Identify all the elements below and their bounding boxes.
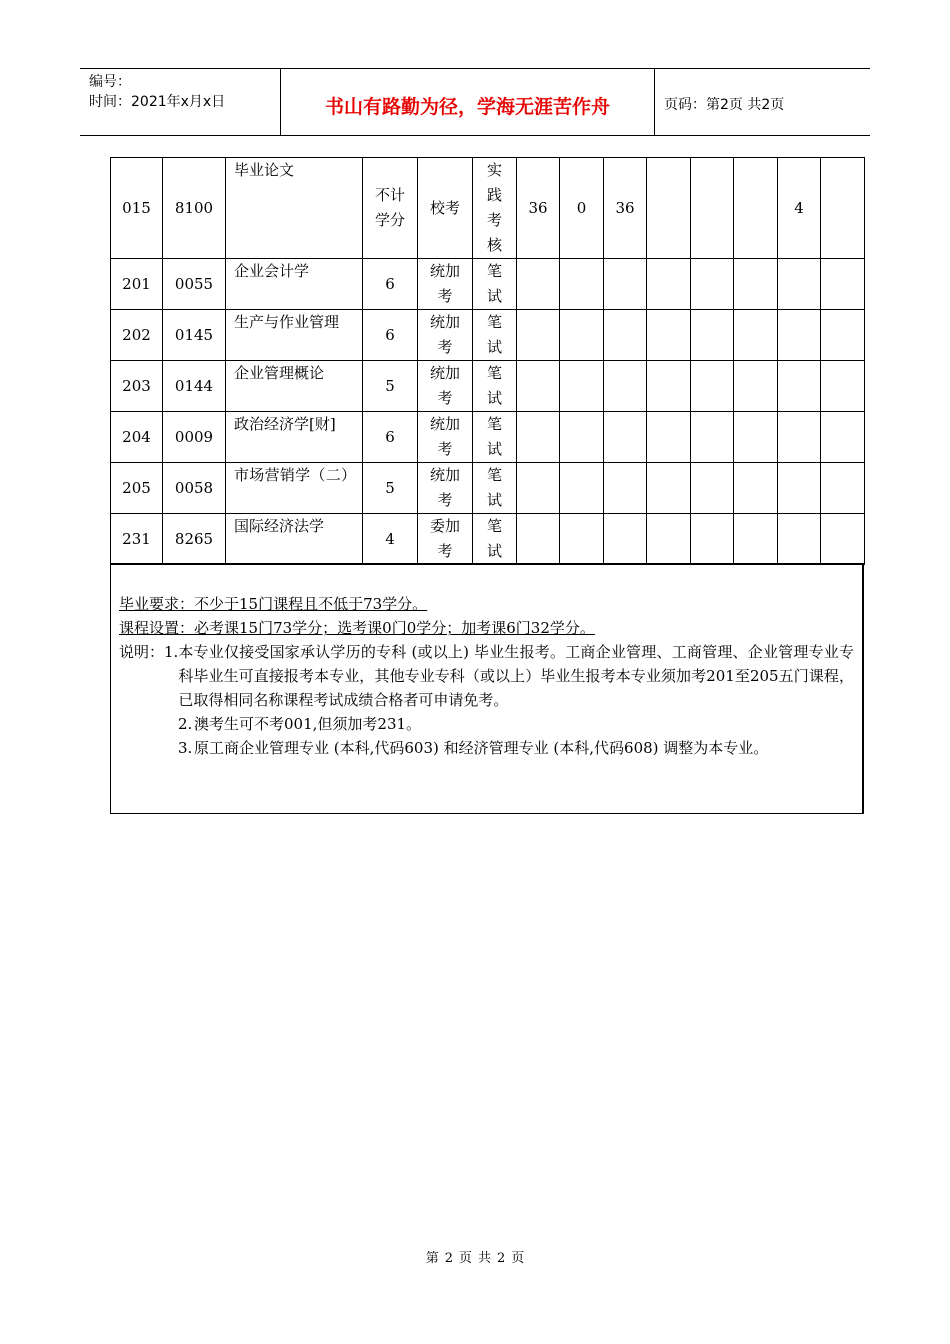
col-8 [821, 310, 865, 361]
col-5 [691, 310, 734, 361]
col-6 [734, 259, 778, 310]
col-3 [604, 310, 647, 361]
course-exam: 笔试 [473, 412, 517, 463]
course-credit: 5 [363, 463, 418, 514]
col-8 [821, 158, 865, 259]
col-6 [734, 310, 778, 361]
course-name: 市场营销学（二） [226, 463, 363, 514]
col-7: 4 [778, 158, 821, 259]
course-code: 8265 [163, 514, 226, 565]
note-text: 本专业仅接受国家承认学历的专科 (或以上) 毕业生报考。工商企业管理、工商管理、企业管理专业专科毕业生可直接报考本专业，其他专业专科（或以上）毕业生报考本专业须加考201至205五门课程，已取得相同名称课程考试成绩合格者可申请免考。 [178, 643, 854, 709]
course-credit: 不计学分 [363, 158, 418, 259]
note-text: 澳考生可不考001,但须加考231。 [194, 715, 422, 733]
col-4 [647, 412, 691, 463]
col-2 [560, 514, 604, 565]
page-footer [0, 1247, 950, 1266]
notes-box [110, 563, 864, 814]
footer-total: 2 [497, 1251, 506, 1266]
col-2: 0 [560, 158, 604, 259]
course-setup: 课程设置：必考课15门73学分；选考课0门0学分；加考课6门32学分。 [119, 619, 595, 637]
course-exam: 笔试 [473, 463, 517, 514]
course-name: 政治经济学[财] [226, 412, 363, 463]
col-7 [778, 259, 821, 310]
col-8 [821, 361, 865, 412]
table-row [111, 361, 865, 412]
course-seq: 202 [111, 310, 163, 361]
graduation-requirement: 毕业要求：不少于15门课程且不低于73学分。 [119, 595, 428, 613]
col-4 [647, 259, 691, 310]
note-item-3 [119, 736, 854, 760]
course-credit: 4 [363, 514, 418, 565]
table-row [111, 412, 865, 463]
course-credit: 6 [363, 310, 418, 361]
col-8 [821, 412, 865, 463]
note-number: 2. [178, 715, 193, 733]
col-4 [647, 463, 691, 514]
col-3 [604, 361, 647, 412]
header-meta [80, 69, 281, 135]
note-item-1 [119, 640, 854, 712]
course-type: 统加考 [418, 463, 473, 514]
col-4 [647, 158, 691, 259]
col-6 [734, 463, 778, 514]
col-3 [604, 514, 647, 565]
col-1: 36 [517, 158, 560, 259]
course-code: 0055 [163, 259, 226, 310]
course-type: 委加考 [418, 514, 473, 565]
col-1 [517, 463, 560, 514]
course-seq: 231 [111, 514, 163, 565]
course-exam: 实践考核 [473, 158, 517, 259]
col-5 [691, 259, 734, 310]
col-2 [560, 259, 604, 310]
note-number: 1. [164, 643, 179, 661]
col-1 [517, 259, 560, 310]
course-seq: 203 [111, 361, 163, 412]
table-row [111, 259, 865, 310]
course-type: 统加考 [418, 412, 473, 463]
table-row [111, 514, 865, 565]
col-8 [821, 259, 865, 310]
course-credit: 6 [363, 259, 418, 310]
course-seq: 205 [111, 463, 163, 514]
col-8 [821, 463, 865, 514]
course-code: 0145 [163, 310, 226, 361]
col-2 [560, 412, 604, 463]
col-2 [560, 463, 604, 514]
col-2 [560, 310, 604, 361]
course-exam: 笔试 [473, 310, 517, 361]
col-1 [517, 412, 560, 463]
col-7 [778, 361, 821, 412]
table-row [111, 310, 865, 361]
col-1 [517, 361, 560, 412]
course-table [110, 157, 865, 565]
course-type: 统加考 [418, 361, 473, 412]
col-5 [691, 514, 734, 565]
course-seq: 201 [111, 259, 163, 310]
col-6 [734, 361, 778, 412]
note-text: 原工商企业管理专业 (本科,代码603) 和经济管理专业 (本科,代码608) 调整为本专业。 [194, 739, 769, 757]
col-5 [691, 463, 734, 514]
note-number: 3. [178, 739, 193, 757]
col-4 [647, 361, 691, 412]
col-5 [691, 158, 734, 259]
col-7 [778, 463, 821, 514]
col-6 [734, 158, 778, 259]
col-1 [517, 514, 560, 565]
col-4 [647, 514, 691, 565]
time-label: 时间：2021年x月x日 [89, 94, 226, 110]
col-4 [647, 310, 691, 361]
course-name: 毕业论文 [226, 158, 363, 259]
table-row [111, 158, 865, 259]
col-3 [604, 259, 647, 310]
header-motto: 书山有路勤为径，学海无涯苦作舟 [281, 69, 655, 135]
course-name: 企业管理概论 [226, 361, 363, 412]
col-8 [821, 514, 865, 565]
course-type: 统加考 [418, 310, 473, 361]
course-credit: 6 [363, 412, 418, 463]
note-item-2 [119, 712, 854, 736]
course-type: 校考 [418, 158, 473, 259]
footer-gong: 共 [478, 1251, 492, 1266]
col-6 [734, 514, 778, 565]
course-seq: 015 [111, 158, 163, 259]
course-name: 企业会计学 [226, 259, 363, 310]
notes-label: 说明： [119, 643, 165, 661]
col-7 [778, 412, 821, 463]
course-code: 0009 [163, 412, 226, 463]
footer-page: 2 [444, 1251, 453, 1266]
header-page-info: 页码：第2页 共2页 [664, 96, 785, 113]
col-7 [778, 310, 821, 361]
col-6 [734, 412, 778, 463]
course-exam: 笔试 [473, 259, 517, 310]
course-type: 统加考 [418, 259, 473, 310]
col-7 [778, 514, 821, 565]
course-exam: 笔试 [473, 361, 517, 412]
course-code: 0144 [163, 361, 226, 412]
page-header [80, 68, 870, 136]
footer-di: 第 [425, 1251, 439, 1266]
footer-ye: 页 [458, 1251, 472, 1266]
footer-ye: 页 [511, 1251, 525, 1266]
course-exam: 笔试 [473, 514, 517, 565]
course-code: 8100 [163, 158, 226, 259]
number-label: 编号： [89, 74, 131, 90]
course-code: 0058 [163, 463, 226, 514]
course-name: 生产与作业管理 [226, 310, 363, 361]
col-1 [517, 310, 560, 361]
table-row [111, 463, 865, 514]
course-credit: 5 [363, 361, 418, 412]
col-2 [560, 361, 604, 412]
col-3: 36 [604, 158, 647, 259]
col-5 [691, 361, 734, 412]
col-3 [604, 412, 647, 463]
col-5 [691, 412, 734, 463]
course-seq: 204 [111, 412, 163, 463]
col-3 [604, 463, 647, 514]
course-name: 国际经济法学 [226, 514, 363, 565]
